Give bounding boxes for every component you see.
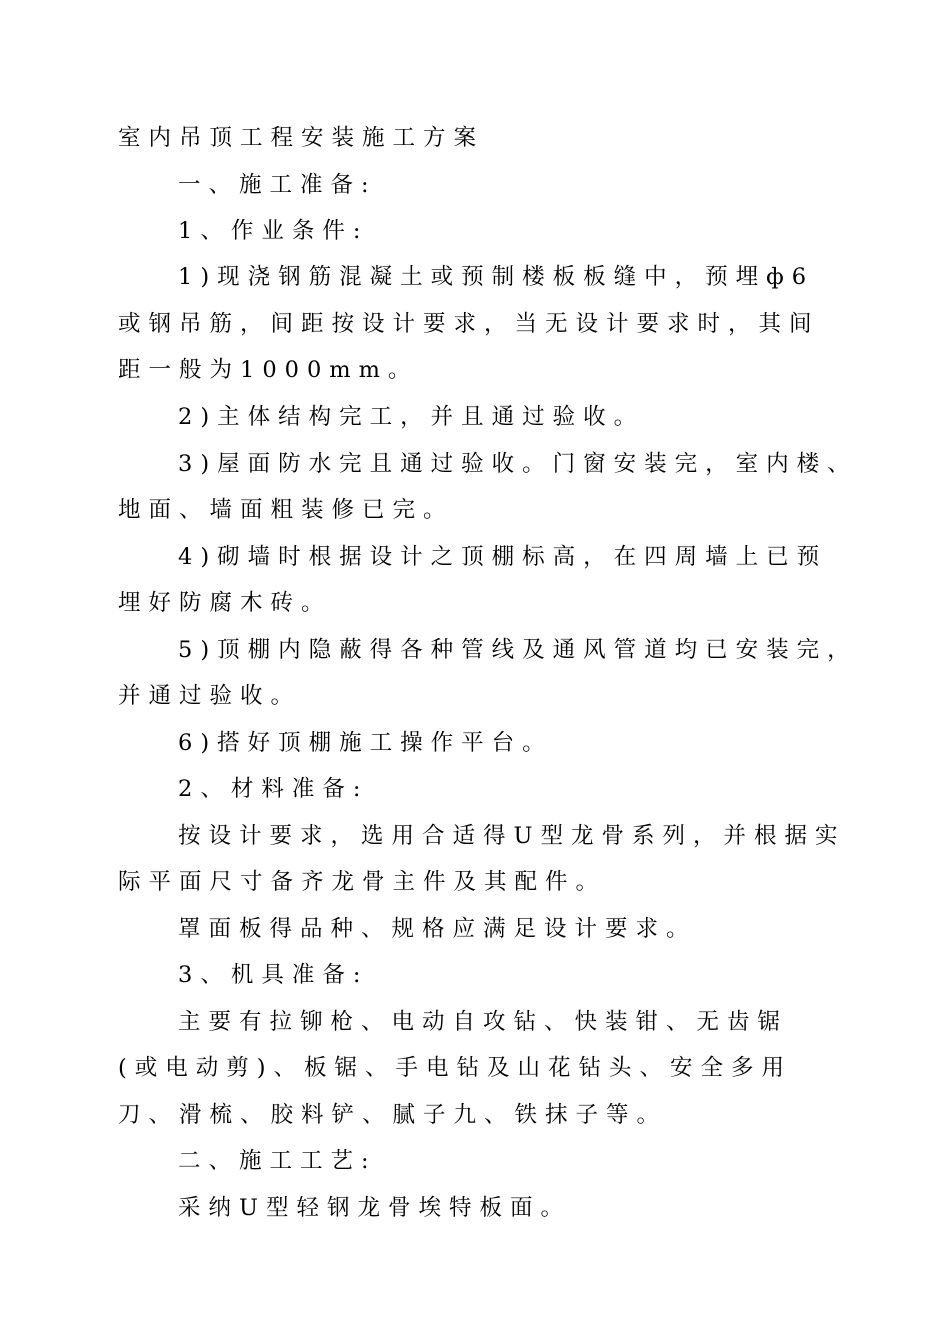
paragraph-line: 埋好防腐木砖。 xyxy=(118,590,332,616)
section-heading: 一、施工准备: xyxy=(178,172,377,198)
paragraph-line: 际平面尺寸备齐龙骨主件及其配件。 xyxy=(118,869,607,895)
subsection-heading: 3、机具准备: xyxy=(178,962,369,988)
paragraph-line: 5)顶棚内隐蔽得各种管线及通风管道均已安装完， xyxy=(178,637,858,663)
subsection-heading: 2、材料准备: xyxy=(178,776,369,802)
paragraph-line: 地面、墙面粗装修已完。 xyxy=(118,497,454,523)
document-title: 室内吊顶工程安装施工方案 xyxy=(118,125,485,151)
paragraph-line: 罩面板得品种、规格应满足设计要求。 xyxy=(178,916,697,942)
paragraph-line: (或电动剪)、板锯、手电钻及山花钻头、安全多用 xyxy=(118,1055,793,1081)
paragraph-line: 2)主体结构完工，并且通过验收。 xyxy=(178,404,645,430)
paragraph-line: 4)砌墙时根据设计之顶棚标高，在四周墙上已预 xyxy=(178,544,828,570)
paragraph-line: 1)现浇钢筋混凝土或预制楼板板缝中，预埋ф6 xyxy=(178,264,815,290)
subsection-heading: 1、作业条件: xyxy=(178,218,369,244)
paragraph-line: 采纳U型轻钢龙骨埃特板面。 xyxy=(178,1195,571,1221)
paragraph-line: 6)搭好顶棚施工操作平台。 xyxy=(178,730,553,756)
paragraph-line: 或钢吊筋，间距按设计要求，当无设计要求时，其间 xyxy=(118,311,820,337)
paragraph-line: 按设计要求，选用合适得U型龙骨系列，并根据实 xyxy=(178,823,846,849)
paragraph-line: 3)屋面防水完且通过验收。门窗安装完，室内楼、 xyxy=(178,451,858,477)
paragraph-line: 主要有拉铆枪、电动自攻钻、快装钳、无齿锯 xyxy=(178,1009,789,1035)
section-heading: 二、施工工艺: xyxy=(178,1148,377,1174)
paragraph-line: 距一般为1000mm。 xyxy=(118,357,419,383)
paragraph-line: 并通过验收。 xyxy=(118,683,302,709)
paragraph-line: 刀、滑梳、胶料铲、腻子九、铁抹子等。 xyxy=(118,1102,668,1128)
